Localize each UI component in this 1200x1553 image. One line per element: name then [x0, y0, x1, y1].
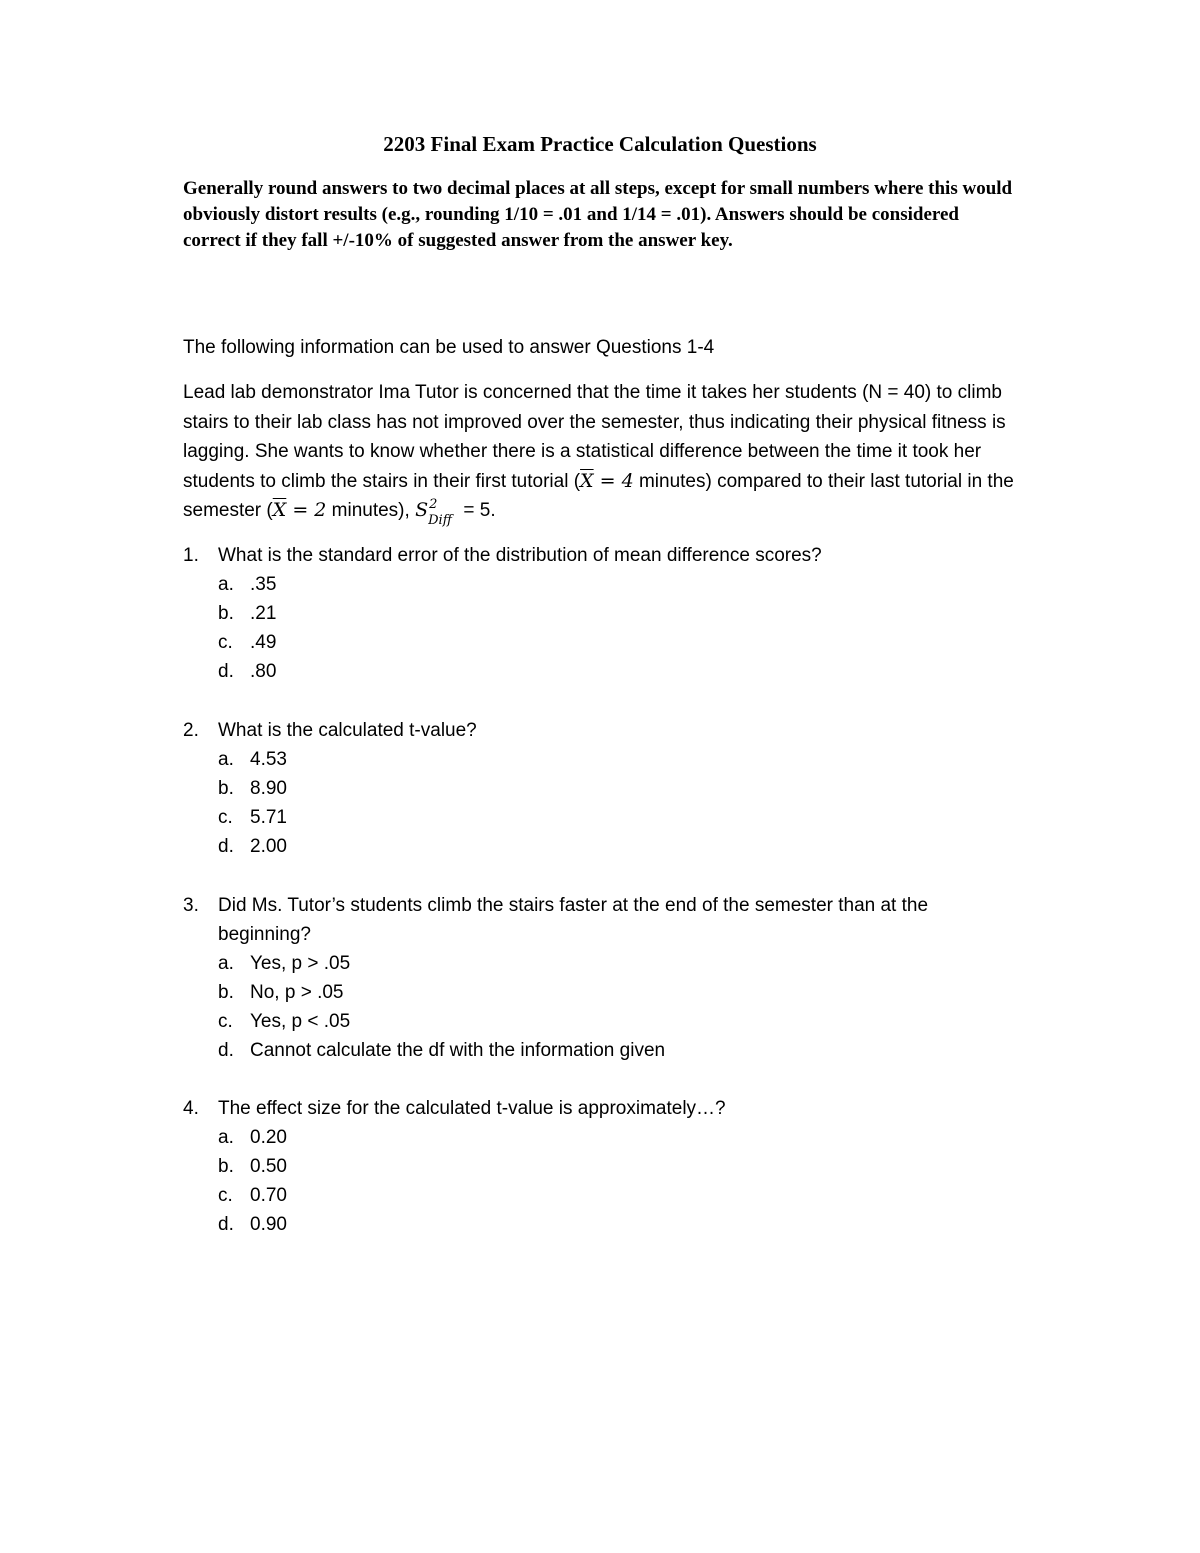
option-text: 5.71 [250, 807, 287, 828]
variance-subscript: Diff [428, 513, 452, 528]
question-text: What is the calculated t-value? [218, 720, 477, 741]
option-letter: d. [218, 1040, 234, 1061]
answer-option [218, 1210, 1023, 1239]
option-letter: a. [218, 749, 234, 770]
answer-option [218, 628, 1023, 657]
question-number: 1. [183, 545, 199, 566]
option-letter: a. [218, 574, 234, 595]
option-letter: c. [218, 632, 233, 653]
scenario-text-2: minutes) compared to their last tutorial in the semester ( [183, 470, 1014, 521]
variance-superscript: 2 [429, 497, 438, 512]
answer-option [218, 1181, 1023, 1210]
rounding-instructions: Generally round answers to two decimal places at all steps, except for small numbers where this would obviously distort results (e.g., rounding 1/10 = .01 and 1/14 = .01). Answers should be considered correct if they fall +/-10% of suggested answer from the answer key. [183, 178, 1013, 251]
question-number: 2. [183, 720, 199, 741]
answer-option [218, 774, 1023, 803]
answer-option [218, 599, 1023, 628]
questions-intro: The following information can be used to answer Questions 1-4 [183, 337, 715, 358]
mean-symbol-first: $\overline{X}$ [580, 469, 594, 492]
answer-option [218, 1152, 1023, 1181]
answer-option [218, 949, 1023, 978]
option-text: 0.50 [250, 1156, 287, 1177]
option-text: Yes, p < .05 [250, 1011, 351, 1032]
option-text: No, p > .05 [250, 982, 344, 1003]
option-letter: d. [218, 661, 234, 682]
question-number: 3. [183, 895, 199, 916]
answer-option [218, 1007, 1023, 1036]
question-text: The effect size for the calculated t-value is approximately…? [218, 1098, 726, 1119]
option-letter: a. [218, 953, 234, 974]
option-letter: d. [218, 1214, 234, 1235]
option-letter: b. [218, 1156, 234, 1177]
scenario-text-4: = 5. [458, 500, 496, 521]
mean-value-last: = 2 [286, 499, 327, 521]
option-letter: b. [218, 603, 234, 624]
scenario-text-1: Lead lab demonstrator Ima Tutor is concerned that the time it takes her students (N = 40) to climb stairs to their lab class has not improved over the semester, thus indicating their physical fitness is lagging. She wants to know whether there is a statistical difference between the time it took her students to climb the stairs in their first tutorial ( [183, 382, 1006, 492]
option-letter: a. [218, 1127, 234, 1148]
mean-symbol-last: $\overline{X}$ [272, 499, 287, 521]
option-text: Cannot calculate the df with the information given [250, 1040, 666, 1061]
option-letter: c. [218, 807, 233, 828]
variance-indices [428, 497, 458, 528]
option-letter: c. [218, 1011, 233, 1032]
option-text: Yes, p > .05 [250, 953, 351, 974]
mean-value-first: = 4 [593, 469, 634, 492]
question-2 [183, 716, 1023, 861]
option-letter: b. [218, 778, 234, 799]
question-text: Did Ms. Tutor’s students climb the stairs faster at the end of the semester than at the beginning? [218, 895, 929, 945]
option-text: .80 [250, 661, 277, 682]
option-text: 0.20 [250, 1127, 287, 1148]
question-1 [183, 541, 1023, 686]
option-letter: d. [218, 836, 234, 857]
question-number: 4. [183, 1098, 199, 1119]
answer-option [218, 832, 1023, 861]
option-text: 2.00 [250, 836, 287, 857]
variance-symbol: S [415, 499, 429, 521]
option-letter: b. [218, 982, 234, 1003]
question-text: What is the standard error of the distribution of mean difference scores? [218, 545, 822, 566]
option-text: 0.70 [250, 1185, 287, 1206]
question-4 [183, 1094, 1023, 1239]
option-text: 8.90 [250, 778, 287, 799]
document-title: 2203 Final Exam Practice Calculation Questions [383, 132, 817, 156]
answer-option [218, 803, 1023, 832]
answer-option [218, 1036, 1023, 1065]
option-text: .21 [250, 603, 277, 624]
scenario-text-3: minutes), [326, 500, 416, 521]
scenario-paragraph [183, 378, 1023, 526]
answer-option [218, 745, 1023, 774]
option-text: .49 [250, 632, 277, 653]
option-text: 4.53 [250, 749, 287, 770]
option-letter: c. [218, 1185, 233, 1206]
answer-option [218, 570, 1023, 599]
answer-option [218, 657, 1023, 686]
answer-option [218, 1123, 1023, 1152]
option-text: 0.90 [250, 1214, 287, 1235]
question-3 [183, 891, 1023, 1065]
answer-option [218, 978, 1023, 1007]
option-text: .35 [250, 574, 277, 595]
